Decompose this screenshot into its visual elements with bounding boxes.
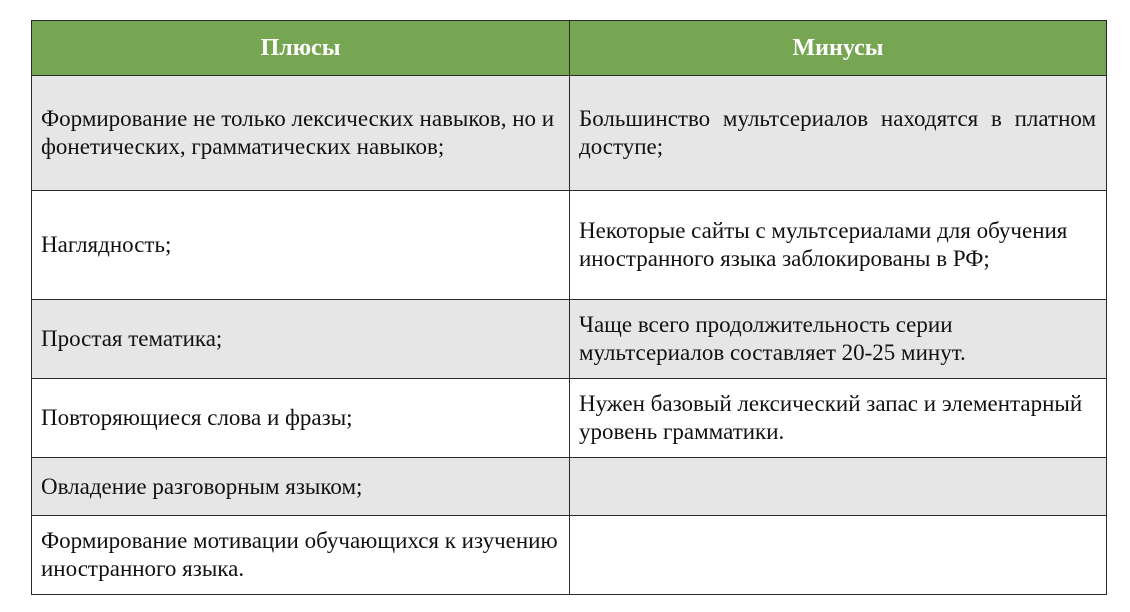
pros-cell: Овладение разговорным языком; bbox=[32, 458, 570, 516]
table-row bbox=[32, 379, 1107, 458]
table-row bbox=[32, 516, 1107, 595]
pros-cons-table-wrapper bbox=[31, 20, 1106, 595]
table-row bbox=[32, 458, 1107, 516]
pros-cell: Формирование не только лексических навыков, но и фонетических, грамматических навыков; bbox=[32, 76, 570, 191]
table-row bbox=[32, 76, 1107, 191]
table-row bbox=[32, 300, 1107, 379]
pros-cons-table bbox=[31, 20, 1107, 595]
cons-cell: Чаще всего продолжительность серии мультсериалов составляет 20-25 минут. bbox=[570, 300, 1107, 379]
cons-cell bbox=[570, 516, 1107, 595]
cons-cell: Большинство мультсериалов находятся в платном доступе; bbox=[570, 76, 1107, 191]
table-header-row bbox=[32, 21, 1107, 76]
cons-cell: Нужен базовый лексический запас и элементарный уровень грамматики. bbox=[570, 379, 1107, 458]
pros-cell: Повторяющиеся слова и фразы; bbox=[32, 379, 570, 458]
pros-cell: Формирование мотивации обучающихся к изучению иностранного языка. bbox=[32, 516, 570, 595]
pros-cell: Наглядность; bbox=[32, 191, 570, 300]
pros-cell: Простая тематика; bbox=[32, 300, 570, 379]
header-pros: Плюсы bbox=[32, 21, 570, 76]
header-cons: Минусы bbox=[570, 21, 1107, 76]
cons-cell bbox=[570, 458, 1107, 516]
table-row bbox=[32, 191, 1107, 300]
cons-cell: Некоторые сайты с мультсериалами для обучения иностранного языка заблокированы в РФ; bbox=[570, 191, 1107, 300]
